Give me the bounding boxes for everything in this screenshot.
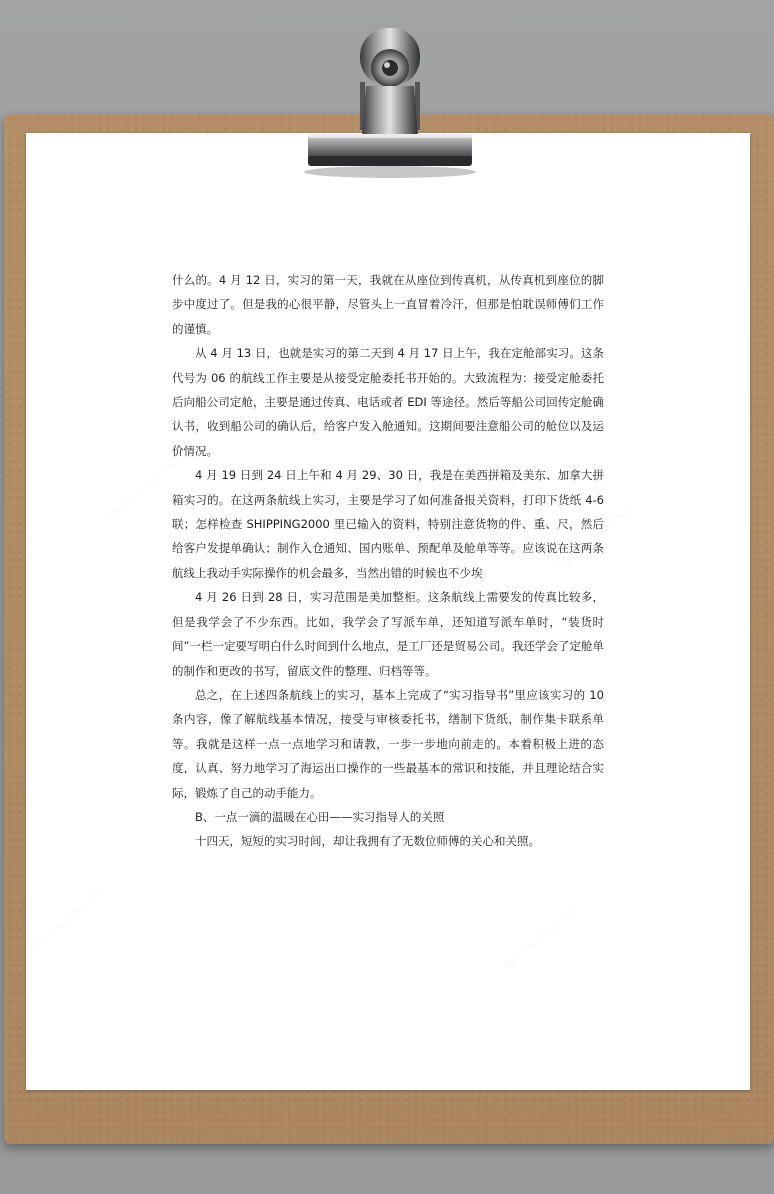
paragraph: 什么的。4 月 12 日，实习的第一天，我就在从座位到传真机，从传真机到座位的脚步中度过了。但是我的心很平静，尽管头上一直冒着冷汗，但那是怕耽误师傅们工作的谨慎。 (172, 273, 604, 336)
paragraph: 从 4 月 13 日，也就是实习的第二天到 4 月 17 日上午，我在定舱部实习。这条代号为 06 的航线工作主要是从接受定舱委托书开始的。大致流程为：接受定舱委托后向船公司定舱，主要是通过传真、电话或者 EDI 等途径。然后等船公司回传定舱确认书，收到船公司的确认后，给客户发入舱通知。这期间要注意船公司的舱位以及运价情况。 (172, 346, 604, 458)
paragraph: 4 月 26 日到 28 日，实习范围是美加整柜。这条航线上需要发的传真比较多，但是我学会了不少东西。比如，我学会了写派车单，还知道写派车单时，“装货时间”一栏一定要写明白什么时间到什么地点，是工厂还是贸易公司。我还学会了定舱单的制作和更改的书写，留底文件的整理、归档等等。 (172, 590, 604, 678)
section-heading: B、一点一滴的温暖在心田——实习指导人的关照 (195, 809, 445, 824)
document-body (172, 268, 604, 854)
paragraph: 十四天，短短的实习时间，却让我拥有了无数位师傅的关心和关照。 (195, 834, 540, 849)
paragraph: 总之，在上述四条航线上的实习，基本上完成了“实习指导书”里应该实习的 10 条内容，像了解航线基本情况，接受与审核委托书，缮制下货纸，制作集卡联系单等。我就是这样一点一点地学习和请教，一步一步地向前走的。本着积极上进的态度，认真、努力地学习了海运出口操作的一些最基本的常识和技能，并且理论结合实际，锻炼了自己的动手能力。 (172, 687, 604, 800)
binder-clip-icon (300, 26, 480, 178)
paragraph: 4 月 19 日到 24 日上午和 4 月 29、30 日，我是在美西拼箱及美东、加拿大拼箱实习的。在这两条航线上实习，主要是学习了如何准备报关资料，打印下货纸 4-6 联；怎样检查 SHIPPING2000 里已输入的资料，特别注意货物的件、重、尺，然后给客户发提单确认；制作入仓通知、国内账单、预配单及舱单等等。应该说在这两条航线上我动手实际操作的机会最多，当然出错的时候也不少埃 (172, 468, 604, 580)
